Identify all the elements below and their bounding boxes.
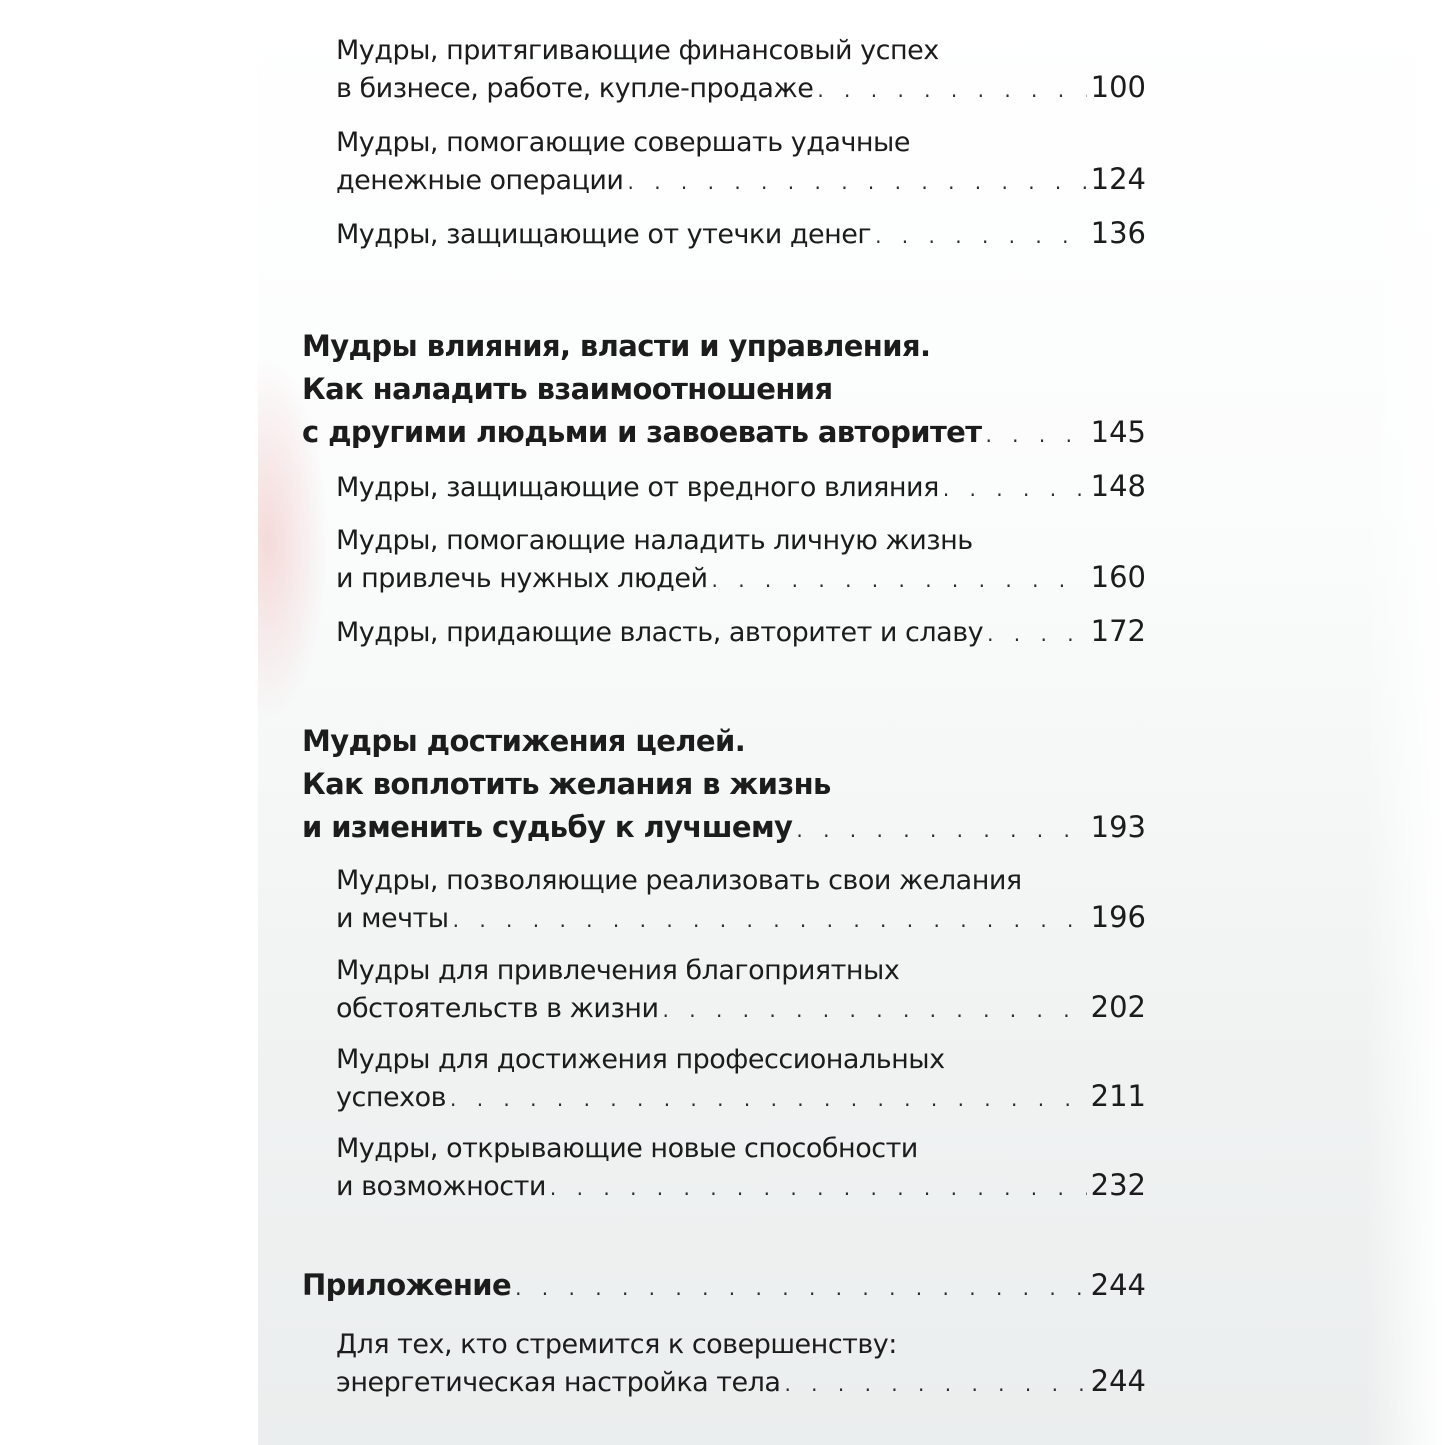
toc-entry [336, 522, 1146, 596]
toc-entry-line [302, 806, 1146, 849]
toc-section-title: Приложение [302, 1268, 512, 1302]
toc-section-heading [302, 1264, 1146, 1307]
toc-entry-line [302, 1264, 1146, 1307]
toc-entry [336, 613, 1146, 650]
toc-entry-line [302, 763, 1146, 806]
page-number: 148 [1090, 469, 1146, 503]
dot-leader [796, 809, 1086, 852]
toc-entry-title: успехов [336, 1082, 446, 1113]
dot-leader [943, 471, 1087, 508]
toc-section-title: и изменить судьбу к лучшему [302, 810, 793, 844]
toc-entry-line [336, 32, 1146, 69]
toc-entry-line [336, 1326, 1146, 1363]
toc-entry-title: Мудры, позволяющие реализовать свои желания [336, 865, 1022, 896]
toc-entry-title: денежные операции [336, 165, 624, 196]
page-number: 172 [1090, 614, 1146, 648]
toc-entry-line [302, 720, 1146, 763]
dot-leader [784, 1366, 1086, 1403]
toc-section-heading [302, 325, 1146, 454]
toc-entry-title: Мудры, помогающие наладить личную жизнь [336, 525, 973, 556]
page-number: 244 [1090, 1364, 1146, 1398]
toc-section-title: Мудры влияния, власти и управления. [302, 329, 931, 363]
dot-leader [817, 72, 1086, 109]
toc-entry-title: Мудры, защищающие от утечки денег [336, 219, 872, 250]
toc-entry-line [336, 613, 1146, 650]
page-number: 244 [1090, 1268, 1146, 1302]
toc-entry-line [336, 161, 1146, 198]
toc-entry [336, 1130, 1146, 1204]
toc-entry-line [336, 1078, 1146, 1115]
toc-entry-line [336, 989, 1146, 1026]
toc-entry-line [336, 1130, 1146, 1167]
toc-entry-line [336, 952, 1146, 989]
page-number: 136 [1090, 216, 1146, 250]
toc-entry-title: Мудры, помогающие совершать удачные [336, 127, 910, 158]
toc-entry-title: обстоятельств в жизни [336, 993, 659, 1024]
dot-leader [712, 562, 1087, 599]
dot-leader [875, 218, 1087, 255]
dot-leader [515, 1267, 1087, 1310]
toc-entry-line [336, 522, 1146, 559]
toc-section-heading [302, 720, 1146, 849]
toc-entry-line [336, 1363, 1146, 1400]
toc-entry-line [302, 325, 1146, 368]
dot-leader [985, 414, 1086, 457]
toc-entry [336, 862, 1146, 936]
toc-entry-line [336, 215, 1146, 252]
page-number: 193 [1090, 810, 1146, 844]
toc-entry-line [302, 368, 1146, 411]
toc-entry-title: Мудры, притягивающие финансовый успех [336, 35, 939, 66]
toc-entry [336, 124, 1146, 198]
page-number: 232 [1090, 1168, 1146, 1202]
page-number: 160 [1090, 560, 1146, 594]
page-number: 145 [1090, 415, 1146, 449]
toc-entry [336, 1326, 1146, 1400]
toc-entry-title: и привлечь нужных людей [336, 563, 708, 594]
toc-entry-line [336, 1041, 1146, 1078]
toc-section-title: Как наладить взаимоотношения [302, 372, 833, 406]
page-number: 100 [1090, 70, 1146, 104]
toc-section-title: с другими людьми и завоевать авторитет [302, 415, 982, 449]
toc-entry [336, 468, 1146, 505]
toc-entry-title: в бизнесе, работе, купле-продаже [336, 73, 814, 104]
page-number: 196 [1090, 900, 1146, 934]
toc-entry [336, 1041, 1146, 1115]
book-page [258, 0, 1445, 1445]
dot-leader [550, 1170, 1087, 1207]
toc-entry-title: Мудры, защищающие от вредного влияния [336, 472, 939, 503]
toc-entry-title: Мудры для достижения профессиональных [336, 1044, 945, 1075]
toc-entry-line [302, 411, 1146, 454]
dot-leader [453, 902, 1087, 939]
toc-entry-line [336, 468, 1146, 505]
table-of-contents [258, 0, 1445, 1445]
toc-entry-line [336, 559, 1146, 596]
dot-leader [627, 164, 1086, 201]
page-number: 202 [1090, 990, 1146, 1024]
toc-entry-title: Мудры, придающие власть, авторитет и славу [336, 617, 984, 648]
toc-entry [336, 32, 1146, 106]
toc-entry-line [336, 124, 1146, 161]
toc-entry [336, 952, 1146, 1026]
toc-entry-line [336, 899, 1146, 936]
toc-entry-title: и возможности [336, 1171, 546, 1202]
toc-entry-line [336, 1167, 1146, 1204]
dot-leader [450, 1081, 1087, 1118]
page-number: 211 [1090, 1079, 1146, 1113]
toc-entry [336, 215, 1146, 252]
toc-entry-title: и мечты [336, 903, 449, 934]
toc-entry-title: Для тех, кто стремится к совершенству: [336, 1329, 897, 1360]
toc-entry-title: Мудры для привлечения благоприятных [336, 955, 900, 986]
toc-entry-title: Мудры, открывающие новые способности [336, 1133, 918, 1164]
dot-leader [987, 616, 1087, 653]
page-number: 124 [1090, 162, 1146, 196]
toc-section-title: Мудры достижения целей. [302, 724, 746, 758]
dot-leader [663, 992, 1087, 1029]
toc-entry-line [336, 862, 1146, 899]
toc-entry-title: энергетическая настройка тела [336, 1367, 781, 1398]
toc-section-title: Как воплотить желания в жизнь [302, 767, 831, 801]
toc-entry-line [336, 69, 1146, 106]
